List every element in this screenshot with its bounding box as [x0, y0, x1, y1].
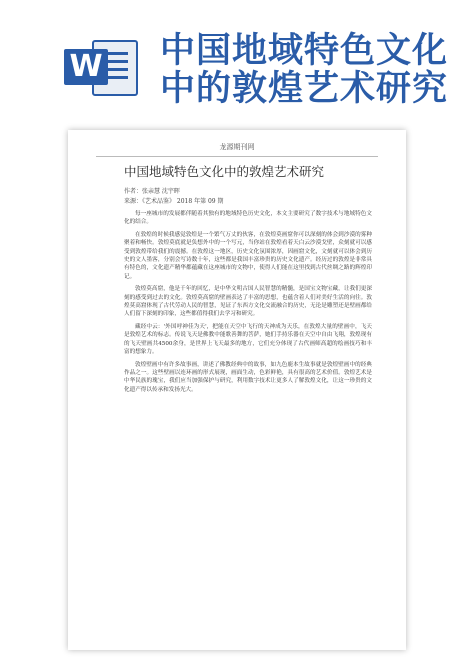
paragraph: 敦煌莫高窟，他是千年的回忆，是中华文明古国人民智慧的精髓，是国宝文物宝藏，让我们更深刻的感受到过去的文化。敦煌莫高窟的壁画表达了丰富的思想，也蕴含着人们对美好生活的向往。敦煌莫高窟体现了古代劳动人民的智慧，见证了东西方文化交流融合的历史，无论是雕塑还是壁画都给人们留下深刻的印象，这些都值得我们去学习和研究。	[124, 286, 372, 318]
header-divider	[96, 156, 378, 157]
journal-name: 龙源期刊网	[219, 143, 255, 151]
banner-title-line1: 中国地域特色文化	[160, 31, 449, 71]
word-logo-icon: W	[64, 49, 108, 85]
body-text	[124, 210, 372, 398]
paragraph: 藏经中云：'外国呼神佳为天'，把能在天空中飞行的天神成为天乐，在敦煌大量的壁画中，飞天是敦煌艺术的标志。传说飞天是佛教中能歌善舞的菩萨，她们手持乐器在天空中自由飞翔，敦煌现有的飞天壁画共4500余身，是世界上飞天最多的地方，它们充分体现了古代画师高超的绘画技巧和丰富的想象力。	[124, 323, 372, 356]
author-line: 作者：张亲慧 沈宇晖	[124, 188, 180, 195]
banner	[0, 0, 474, 118]
paragraph: 在敦煌的时候我感觉敦煌是一个繁气万丈的伙客，在敦煌莫画窟你可以深刻的体会到沙漠的雾种聚着和畅快。敦煌莫底就是负想外中的一个写元，当你站在敦煌看着天白云沙漠戈壁，众刻就可以感受到敦煌带给我们的震撼。在敦煌这一地区，历史文化氛围浓厚，因画窟文化，文刻就可以体会到历史的文人墨客，分别会写诗数十年，这些都是我国丰富珍贵的历史文化遗产。经历过的敦煌是非常具有特色的，文化遗产精华都蕴藏在这座城市的文物中，使得人们能在这里找到古代丝绸之路的辉煌印记。	[124, 231, 372, 280]
paragraph: 敦煌壁画中有许多故事画，讲述了佛教经典中的故事，如九色鹿本生故事就是敦煌壁画中的经典作品之一。这些壁画以连环画的形式展现，画面生动，色彩鲜艳，具有很高的艺术价值。敦煌艺术是中华民族的瑰宝，我们应当加强保护与研究，利用数字技术让更多人了解敦煌文化，让这一珍贵的文化遗产得以传承和发扬光大。	[124, 361, 372, 393]
source-line: 来源：《艺术品鉴》 2018 年第 09 期	[124, 198, 224, 205]
paper-title: 中国地域特色文化中的敦煌艺术研究	[124, 164, 325, 179]
document-page	[68, 130, 406, 650]
banner-title-line2: 中的敦煌艺术研究	[160, 69, 449, 109]
paragraph: 每一座城市的发展都伴随着其独有的地域特色历史文化，本文主要研究了数字技术与地域特色文化的结合。	[124, 211, 372, 226]
